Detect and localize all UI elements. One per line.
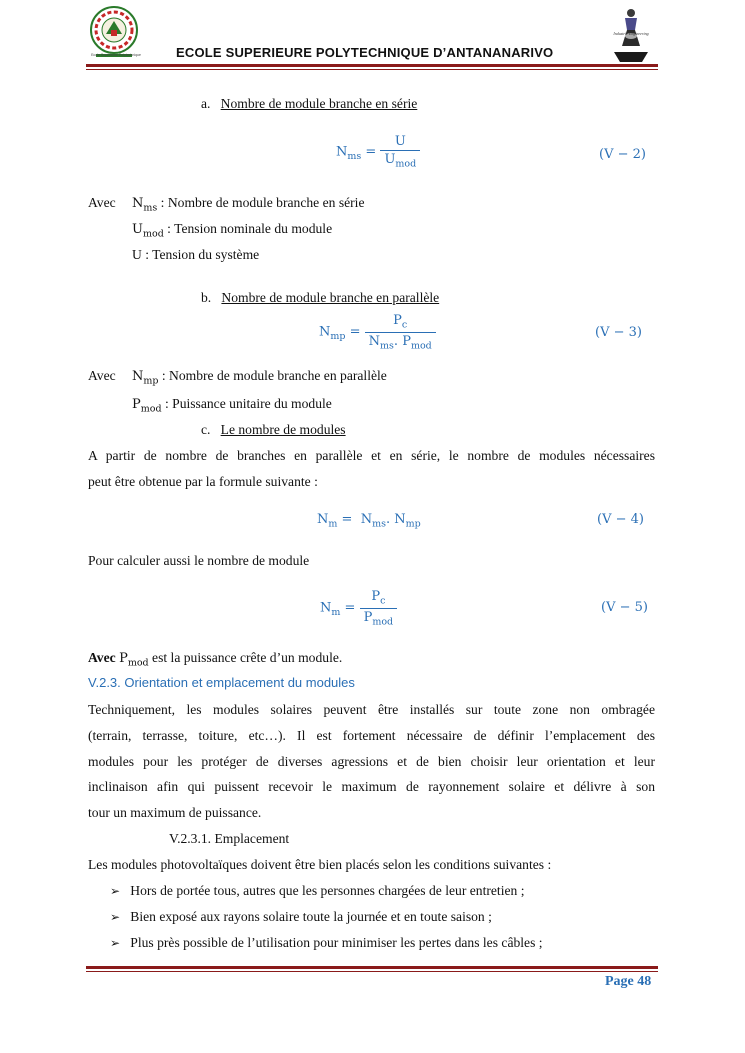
list-item: ➢ Bien exposé aux rayons solaire toute la journée et en toute saison ; xyxy=(110,909,492,924)
header-rule-thin xyxy=(86,69,658,70)
equation-nms: $N_{ms}$ = $\frac{U}{U_{mod}}$ xyxy=(336,134,420,170)
avec-label: Avec xyxy=(88,368,116,383)
school-logo-right xyxy=(604,6,658,66)
footer-rule-thin xyxy=(86,971,658,972)
arrow-bullet-icon: ➢ xyxy=(110,910,121,924)
section-title: Nombre de module branche en série xyxy=(220,96,418,111)
arrow-bullet-icon: ➢ xyxy=(110,884,121,898)
footer-rule-thick xyxy=(86,966,658,969)
definition-line: $U_{mod}$ : Tension nominale du module xyxy=(132,221,333,240)
paragraph-line: tour un maximum de puissance. xyxy=(88,805,262,820)
left-logo-caption: Ecole Supérieure Polytechnique xyxy=(91,53,141,57)
section-heading: V.2.3. Orientation et emplacement du modules xyxy=(88,675,355,690)
sub-heading: V.2.3.1. Emplacement xyxy=(169,831,290,846)
header-rule-thick xyxy=(86,64,658,67)
equation-number: (V − 2) xyxy=(599,147,646,162)
section-a-heading xyxy=(201,95,417,113)
definition-line: $N_{ms}$ : Nombre de module branche en série xyxy=(132,195,365,214)
section-b-heading xyxy=(201,289,439,307)
paragraph-line: modules pour les protéger de diverses agressions et de bien choisir leur orientation et leur xyxy=(88,754,655,769)
right-logo-caption: Industrie Engineering xyxy=(613,31,649,36)
paragraph-line: A partir de nombre de branches en parallèle et en série, le nombre de modules nécessaires xyxy=(88,448,655,463)
school-name: ECOLE SUPERIEURE POLYTECHNIQUE D’ANTANANARIVO xyxy=(176,45,554,60)
equation-number: (V − 5) xyxy=(601,600,648,615)
list-item: ➢ Plus près possible de l’utilisation pour minimiser les pertes dans les câbles ; xyxy=(110,935,543,950)
definition-line: $P_{mod}$ : Puissance unitaire du module xyxy=(132,396,332,415)
paragraph-line: Pour calculer aussi le nombre de module xyxy=(88,553,310,568)
section-title: Nombre de module branche en parallèle xyxy=(221,290,440,305)
header xyxy=(0,0,745,72)
list-marker: a. xyxy=(201,96,211,111)
fraction: $\frac{P_c}{N_{ms}. P_{mod}}$ xyxy=(365,313,436,351)
section-title: Le nombre de modules xyxy=(220,422,346,437)
fraction: $\frac{U}{U_{mod}}$ xyxy=(380,134,420,170)
avec-label: Avec xyxy=(88,195,116,210)
paragraph-line: Avec $P_{mod}$ est la puissance crête d’un module. xyxy=(88,650,343,669)
definition-line: $N_{mp}$ : Nombre de module branche en parallèle xyxy=(132,368,387,387)
paragraph-line: Les modules photovoltaïques doivent être bien placés selon les conditions suivantes : xyxy=(88,857,552,872)
paragraph-line: Techniquement, les modules solaires peuvent être installés sur toute zone non ombragée xyxy=(88,702,655,717)
paragraph-line: peut être obtenue par la formule suivante : xyxy=(88,474,318,489)
paragraph-line: (terrain, terrasse, toiture, etc…). Il est fortement nécessaire de définir l’emplacement des xyxy=(88,728,655,743)
page-number: Page 48 xyxy=(605,974,652,989)
equation-nm: $N_m = N_{ms}$. $N_{mp}$ xyxy=(317,512,421,530)
equation-nm-power: $N_m$ = $\frac{P_c}{P_{mod}}$ xyxy=(320,589,397,627)
definition-line: U : Tension du système xyxy=(132,247,260,262)
list-marker: b. xyxy=(201,290,212,305)
section-c-heading xyxy=(201,421,346,439)
figure-emblem-icon xyxy=(604,6,658,66)
paragraph-line: inclinaison afin qui puissent recevoir le maximum de rayonnement solaire et délivre à son xyxy=(88,779,655,794)
equation-number: (V − 3) xyxy=(595,325,642,340)
list-item: ➢ Hors de portée tous, autres que les personnes chargées de leur entretien ; xyxy=(110,883,525,898)
equation-nmp: $N_{mp}$ = $\frac{P_c}{N_{ms}. P_{mod}}$ xyxy=(319,313,436,351)
equation-number: (V − 4) xyxy=(597,512,644,527)
arrow-bullet-icon: ➢ xyxy=(110,936,121,950)
fraction: $\frac{P_c}{P_{mod}}$ xyxy=(360,589,398,627)
list-marker: c. xyxy=(201,422,211,437)
